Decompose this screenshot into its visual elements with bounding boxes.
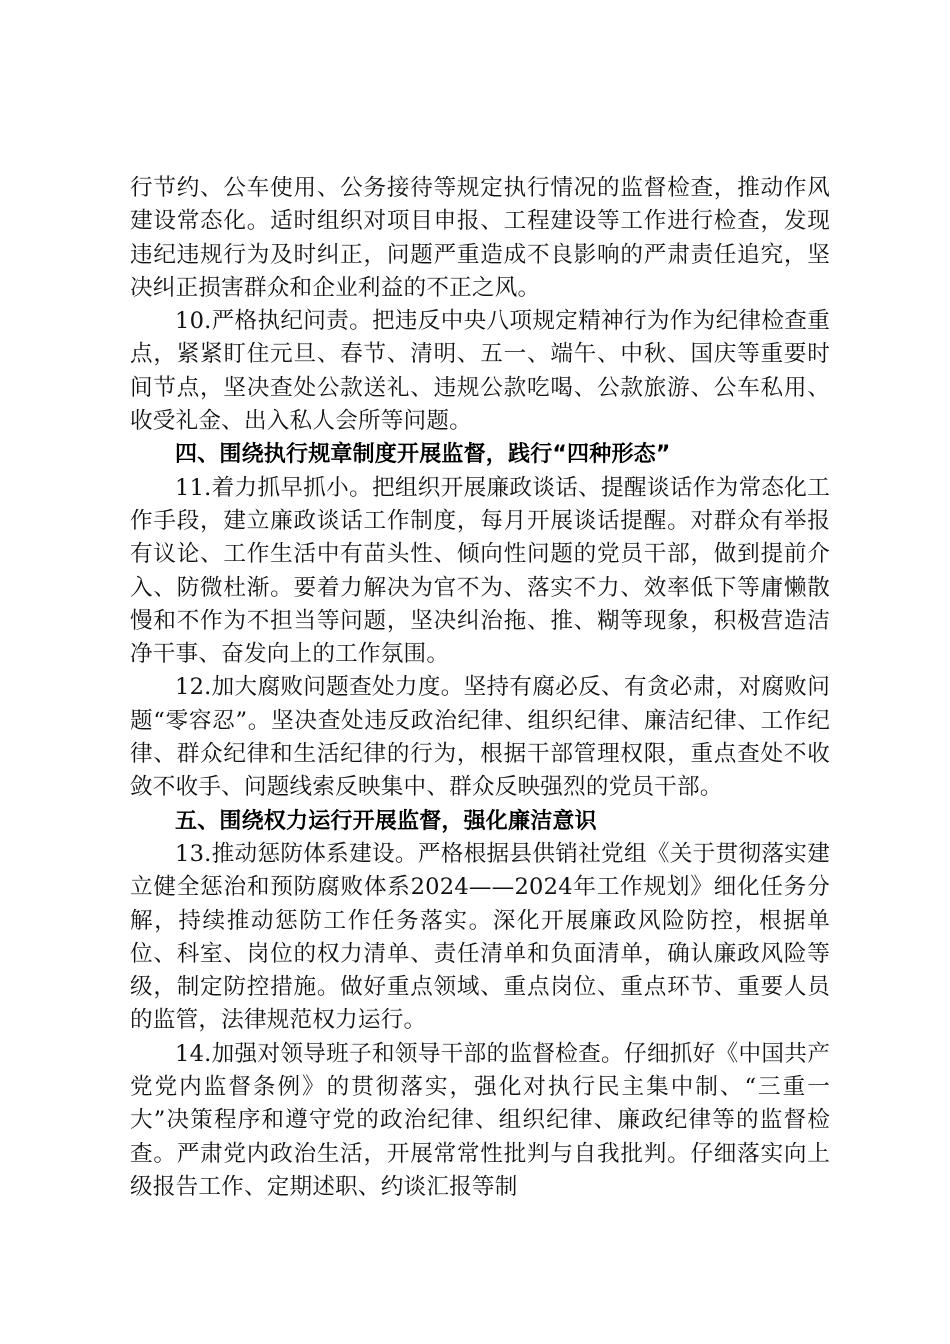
section-heading: 四、围绕执行规章制度开展监督，践行“四种形态”: [175, 442, 671, 468]
body-paragraph: 13.推动惩防体系建设。严格根据县供销社党组《关于贯彻落实建立健全惩治和预防腐败体系2024——2024年工作规划》细化任务分解，持续推动惩防工作任务落实。深化开展廉政风险防控，根据单位、科室、岗位的权力清单、责任清单和负面清单，确认廉政风险等级，制定防控措施。做好重点领域、重点岗位、重点环节、重要人员的监管，法律规范权力运行。: [130, 840, 830, 1034]
body-paragraph: 14.加强对领导班子和领导干部的监督检查。仔细抓好《中国共产党党内监督条例》的贯彻落实，强化对执行民主集中制、“三重一大”决策程序和遵守党的政治纪律、组织纪律、廉政纪律等的监督检查。严肃党内政治生活，开展常常性批判与自我批判。仔细落实向上级报告工作、定期述职、约谈汇报等制: [130, 1040, 830, 1200]
body-paragraph: 10.严格执纪问责。把违反中央八项规定精神行为作为纪律检查重点，紧紧盯住元旦、春节、清明、五一、端午、中秋、国庆等重要时间节点，坚决查处公款送礼、违规公款吃喝、公款旅游、公车私用、收受礼金、出入私人会所等问题。: [130, 308, 830, 435]
section-heading: 五、围绕权力运行开展监督，强化廉洁意识: [175, 808, 597, 834]
document-body: [130, 172, 830, 1204]
body-paragraph: 11.着力抓早抓小。把组织开展廉政谈话、提醒谈话作为常态化工作手段，建立廉政谈话工作制度，每月开展谈话提醒。对群众有举报有议论、工作生活中有苗头性、倾向性问题的党员干部，做到提前介入、防微杜渐。要着力解决为官不为、落实不力、效率低下等庸懒散慢和不作为不担当等问题，坚决纠治拖、推、糊等现象，积极营造洁净干事、奋发向上的工作氛围。: [130, 474, 830, 668]
body-paragraph: 12.加大腐败问题查处力度。坚持有腐必反、有贪必肃，对腐败问题“零容忍”。坚决查处违反政治纪律、组织纪律、廉洁纪律、工作纪律、群众纪律和生活纪律的行为，根据干部管理权限，重点查处不收敛不收手、问题线索反映集中、群众反映强烈的党员干部。: [130, 674, 830, 801]
body-paragraph: 行节约、公车使用、公务接待等规定执行情况的监督检查，推动作风建设常态化。适时组织对项目申报、工程建设等工作进行检查，发现违纪违规行为及时纠正，问题严重造成不良影响的严肃责任追究，坚决纠正损害群众和企业利益的不正之风。: [130, 175, 830, 301]
